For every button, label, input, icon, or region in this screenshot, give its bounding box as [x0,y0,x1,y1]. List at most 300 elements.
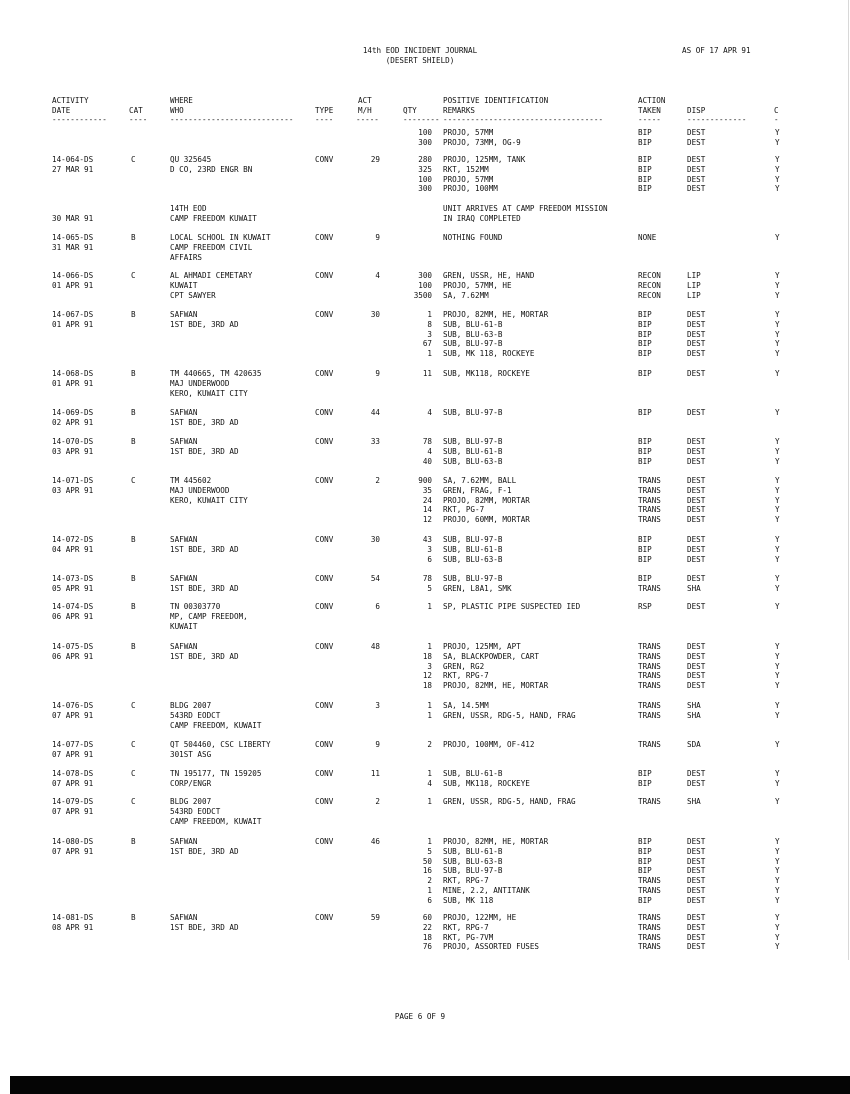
item-action-taken: TRANS [638,876,661,886]
entry-where-line: SAFWAN [170,408,198,417]
item-description: RKT, RPG-7 [443,671,489,681]
item-row [0,602,850,612]
entry-man-hours: 2 [375,476,380,485]
item-c-flag: Y [775,856,780,866]
item-action-taken: BIP [638,349,652,359]
item-c-flag: Y [775,661,780,671]
item-action-taken: TRANS [638,476,661,485]
item-description: SUB, BLU-63-B [443,456,503,466]
item-row [0,847,850,857]
entry-activity-id: 14-069-DS [52,408,94,417]
item-description: IN IRAQ COMPLETED [443,213,521,223]
item-description: RKT, 152MM [443,164,489,174]
item-action-taken: BIP [638,128,652,137]
item-c-flag: Y [775,329,780,339]
item-c-flag: Y [775,310,780,319]
item-description: PROJO, ASSORTED FUSES [443,942,540,952]
item-row [0,769,850,779]
item-row [0,535,850,545]
entry-type: CONV [315,310,334,319]
entry-man-hours: 54 [370,574,380,583]
item-qty: 67 [422,339,432,349]
entry-man-hours: 9 [375,369,380,378]
item-c-flag: Y [775,349,780,359]
entry-where-line: KUWAIT [170,621,198,631]
item-row [0,369,850,379]
col-rule-taken: ----- [638,115,661,124]
item-row [0,671,850,681]
col-disp: DISP [687,106,706,115]
entry-where-line: MAJ UNDERWOOD [170,485,230,495]
entry-category: C [131,740,136,749]
item-c-flag: Y [775,740,780,749]
entry-man-hours: 2 [375,797,380,806]
item-row [0,476,850,486]
item-c-flag: Y [775,456,780,466]
item-description: SUB, BLU-63-B [443,554,503,564]
entry-type: CONV [315,769,334,778]
item-description: PROJO, 82MM, MORTAR [443,495,530,505]
col-who: WHO [170,106,184,115]
entry-man-hours: 11 [370,769,380,778]
item-action-taken: TRANS [638,583,661,593]
item-action-taken: TRANS [638,886,661,895]
item-c-flag: Y [775,583,780,593]
col-where: WHERE [170,96,193,105]
entry-man-hours: 6 [375,602,380,611]
item-c-flag: Y [775,290,780,300]
entry-activity-id: 14-066-DS [52,271,94,280]
entry-type: CONV [315,574,334,583]
entry-where-line: 1ST BDE, 3RD AD [170,583,239,593]
item-row [0,933,850,943]
item-action-taken: BIP [638,329,652,339]
entry-activity-id: 14-077-DS [52,740,94,749]
item-c-flag: Y [775,942,780,952]
item-action-taken: TRANS [638,942,661,952]
item-qty: 18 [422,651,432,661]
item-description: SP, PLASTIC PIPE SUSPECTED IED [443,602,581,611]
scan-edge-line [848,0,849,960]
item-row [0,184,850,194]
item-description: SUB, BLU-97-B [443,339,503,349]
item-row [0,339,850,349]
item-action-taken: BIP [638,174,652,184]
item-row [0,642,850,652]
item-action-taken: BIP [638,164,652,174]
entry-where-line: CAMP FREEDOM CIVIL [170,242,253,252]
item-description: SUB, MK 118 [443,895,494,905]
item-row [0,711,850,721]
col-cat: CAT [129,106,143,115]
item-disposition: DEST [687,495,706,505]
item-c-flag: Y [775,671,780,681]
entry-type: CONV [315,408,334,417]
item-action-taken: TRANS [638,515,661,525]
item-row [0,214,850,224]
item-disposition: LIP [687,290,701,300]
item-qty: 3 [427,544,432,554]
item-qty: 12 [422,515,432,525]
item-qty: 2 [427,740,432,749]
item-qty: 16 [422,866,432,876]
item-action-taken: RECON [638,290,661,300]
col-remarks: REMARKS [443,106,476,115]
entry-where-line: AFFAIRS [170,252,203,262]
entry-where-line: D CO, 23RD ENGR BN [170,164,253,174]
entry-where-line: QU 325645 [170,155,212,164]
item-disposition: DEST [687,778,706,788]
col-rule-type: ---- [315,115,334,124]
item-qty: 1 [427,310,432,319]
item-qty: 78 [422,574,432,583]
item-c-flag: Y [775,710,780,720]
item-c-flag: Y [775,271,780,280]
item-qty: 1 [427,602,432,611]
item-qty: 325 [418,164,432,174]
item-c-flag: Y [775,535,780,544]
item-qty: 11 [422,369,432,378]
item-action-taken: RECON [638,280,661,290]
entry-where-line: 543RD EODCT [170,710,221,720]
item-disposition: DEST [687,574,706,583]
item-action-taken: TRANS [638,671,661,681]
item-action-taken: TRANS [638,505,661,515]
item-qty: 35 [422,485,432,495]
item-c-flag: Y [775,476,780,485]
item-qty: 300 [418,184,432,194]
item-qty: 22 [422,922,432,932]
entry-date: 05 APR 91 [52,583,94,593]
col-date: DATE [52,106,71,115]
item-disposition: DEST [687,155,706,164]
item-row [0,837,850,847]
entry-category: C [131,797,136,806]
item-disposition: DEST [687,651,706,661]
item-row [0,330,850,340]
item-description: PROJO, 122MM, HE [443,913,517,922]
entry-type: CONV [315,271,334,280]
col-action: ACTION [638,96,666,105]
col-rule-disp: ------------- [687,115,747,124]
item-description: PROJO, 57MM [443,174,494,184]
item-disposition: DEST [687,137,706,147]
entry-where-line: SAFWAN [170,642,198,651]
item-disposition: DEST [687,339,706,349]
entry-where-line: BLDG 2007 [170,701,212,710]
item-row [0,320,850,330]
item-qty: 8 [427,319,432,329]
entry-man-hours: 9 [375,233,380,242]
entry-category: C [131,155,136,164]
item-description: SUB, BLU-61-B [443,544,503,554]
item-row [0,662,850,672]
col-rule-activity: ------------ [52,115,107,124]
item-description: RKT, PG-7VM [443,932,494,942]
entry-date: 07 APR 91 [52,710,94,720]
item-qty: 5 [427,583,432,593]
col-rule-where: --------------------------- [170,115,294,124]
entry-where-line: CPT SAWYER [170,290,216,300]
item-disposition: DEST [687,642,706,651]
item-description: SUB, BLU-97-B [443,408,503,417]
item-row [0,271,850,281]
item-description: SUB, MK118, ROCKEYE [443,778,530,788]
item-qty: 4 [427,778,432,788]
item-c-flag: Y [775,778,780,788]
item-c-flag: Y [775,128,780,137]
entry-category: C [131,769,136,778]
item-description: SA, 7.62MM [443,290,489,300]
entry-where-line: 1ST BDE, 3RD AD [170,922,239,932]
item-disposition: SHA [687,710,701,720]
item-description: SUB, BLU-97-B [443,866,503,876]
entry-date: 04 APR 91 [52,544,94,554]
entry-where-line: SAFWAN [170,574,198,583]
entry-category: B [131,837,136,846]
item-row [0,923,850,933]
item-disposition: DEST [687,932,706,942]
item-action-taken: BIP [638,310,652,319]
item-disposition: DEST [687,554,706,564]
item-description: SUB, BLU-61-B [443,446,503,456]
item-c-flag: Y [775,837,780,846]
item-qty: 12 [422,671,432,681]
entry-man-hours: 33 [370,437,380,446]
item-qty: 3 [427,329,432,339]
item-c-flag: Y [775,769,780,778]
item-action-taken: TRANS [638,485,661,495]
item-action-taken: BIP [638,437,652,446]
item-description: SUB, BLU-97-B [443,574,503,583]
as-of-date: AS OF 17 APR 91 [682,46,751,55]
item-disposition: DEST [687,456,706,466]
page-number: PAGE 6 OF 9 [394,1012,446,1021]
entry-man-hours: 59 [370,913,380,922]
item-c-flag: Y [775,164,780,174]
item-disposition: DEST [687,661,706,671]
item-c-flag: Y [775,408,780,417]
item-description: PROJO, 125MM, TANK [443,155,526,164]
item-description: NOTHING FOUND [443,233,503,242]
entry-type: CONV [315,913,334,922]
entry-date: 31 MAR 91 [52,242,94,252]
entry-where-line: SAFWAN [170,837,198,846]
col-rule-c: - [774,115,779,124]
entry-where-line: TN 00303770 [170,602,221,611]
entry-activity-id: 14-075-DS [52,642,94,651]
item-row [0,175,850,185]
entry-activity-id: 14-080-DS [52,837,94,846]
item-description: RKT, PG-7 [443,505,485,515]
item-action-taken: BIP [638,554,652,564]
entry-type: CONV [315,740,334,749]
entry-date: 08 APR 91 [52,922,94,932]
item-c-flag: Y [775,876,780,886]
item-action-taken: RSP [638,602,652,611]
entry-date: 27 MAR 91 [52,164,94,174]
item-disposition: DEST [687,837,706,846]
item-qty: 18 [422,681,432,691]
entry-man-hours: 48 [370,642,380,651]
item-qty: 50 [422,856,432,866]
item-qty: 1 [427,349,432,359]
item-action-taken: BIP [638,574,652,583]
entry-man-hours: 9 [375,740,380,749]
item-c-flag: Y [775,681,780,691]
item-row [0,486,850,496]
item-c-flag: Y [775,932,780,942]
item-row [0,281,850,291]
item-c-flag: Y [775,913,780,922]
item-action-taken: BIP [638,769,652,778]
item-description: SUB, BLU-61-B [443,769,503,778]
item-disposition: DEST [687,310,706,319]
item-description: PROJO, 60MM, MORTAR [443,515,530,525]
item-c-flag: Y [775,446,780,456]
entry-category: B [131,602,136,611]
item-action-taken: TRANS [638,932,661,942]
item-description: PROJO, 82MM, HE, MORTAR [443,310,549,319]
entry-man-hours: 29 [370,155,380,164]
item-qty: 43 [422,535,432,544]
item-qty: 5 [427,846,432,856]
entry-type: CONV [315,233,334,242]
item-action-taken: BIP [638,369,652,378]
item-row [0,857,850,867]
entry-activity-id: 14-068-DS [52,369,94,378]
item-c-flag: Y [775,495,780,505]
entry-man-hours: 4 [375,271,380,280]
item-action-taken: BIP [638,535,652,544]
item-disposition: SHA [687,583,701,593]
entry-activity-id: 14-070-DS [52,437,94,446]
item-disposition: DEST [687,184,706,194]
item-qty: 1 [427,701,432,710]
item-action-taken: TRANS [638,642,661,651]
column-headers [0,96,850,126]
entry-type: CONV [315,155,334,164]
entry-where-line: TM 445602 [170,476,212,485]
item-description: GREN, L8A1, SMK [443,583,512,593]
item-disposition: LIP [687,271,701,280]
item-description: SA, 7.62MM, BALL [443,476,517,485]
item-qty: 300 [418,271,432,280]
item-qty: 3500 [413,290,432,300]
item-row [0,779,850,789]
journal-subtitle: (DESERT SHIELD) [385,56,455,65]
item-disposition: DEST [687,408,706,417]
entry-where-line: KERO, KUWAIT CITY [170,495,248,505]
item-disposition: DEST [687,856,706,866]
item-row [0,574,850,584]
item-row [0,701,850,711]
entry-date: 07 APR 91 [52,778,94,788]
item-c-flag: Y [775,642,780,651]
item-qty: 100 [418,280,432,290]
item-action-taken: TRANS [638,710,661,720]
item-c-flag: Y [775,485,780,495]
col-c: C [774,106,779,115]
item-action-taken: BIP [638,408,652,417]
entry-man-hours: 3 [375,701,380,710]
item-row [0,165,850,175]
item-description: RKT, RPG-7 [443,922,489,932]
entry-where-line: TN 195177, TN 159205 [170,769,262,778]
col-rule-mh: ----- [356,115,379,124]
item-description: SUB, MK118, ROCKEYE [443,369,530,378]
item-action-taken: TRANS [638,922,661,932]
col-taken: TAKEN [638,106,661,115]
item-qty: 1 [427,642,432,651]
item-description: GREN, USSR, RDG-5, HAND, FRAG [443,797,576,806]
item-disposition: DEST [687,876,706,886]
item-disposition: DEST [687,886,706,895]
entry-date: 30 MAR 91 [52,213,94,223]
entry-where-line: BLDG 2007 [170,797,212,806]
item-description: SA, BLACKPOWDER, CART [443,651,540,661]
journal-title: 14th EOD INCIDENT JOURNAL [362,46,478,55]
entry-where-line: SAFWAN [170,437,198,446]
entry-activity-id: 14-076-DS [52,701,94,710]
entry-where-line: 14TH EOD [170,204,207,213]
item-description: PROJO, 125MM, APT [443,642,521,651]
entry-activity-id: 14-071-DS [52,476,94,485]
entry-category: C [131,271,136,280]
item-action-taken: BIP [638,837,652,846]
item-disposition: DEST [687,515,706,525]
item-disposition: SHA [687,701,701,710]
entry-date: 02 APR 91 [52,417,94,427]
entry-where-line: SAFWAN [170,310,198,319]
entry-activity-id: 14-079-DS [52,797,94,806]
item-action-taken: NONE [638,233,657,242]
entry-where-line: QT 504460, CSC LIBERTY [170,740,271,749]
item-qty: 78 [422,437,432,446]
item-action-taken: TRANS [638,495,661,505]
item-description: SUB, MK 118, ROCKEYE [443,349,535,359]
entry-category: B [131,913,136,922]
item-c-flag: Y [775,369,780,378]
item-description: SUB, BLU-97-B [443,437,503,446]
item-c-flag: Y [775,339,780,349]
entry-category: B [131,642,136,651]
item-c-flag: Y [775,866,780,876]
item-disposition: DEST [687,446,706,456]
item-disposition: DEST [687,544,706,554]
item-c-flag: Y [775,137,780,147]
entry-where-line: CORP/ENGR [170,778,212,788]
entry-where-line: CAMP FREEDOM, KUWAIT [170,816,262,826]
entry-where-line: 1ST BDE, 3RD AD [170,446,239,456]
item-action-taken: BIP [638,544,652,554]
item-qty: 300 [418,137,432,147]
entry-where-line: 1ST BDE, 3RD AD [170,846,239,856]
entry-activity-id: 14-073-DS [52,574,94,583]
entry-category: B [131,369,136,378]
entry-where-line: 1ST BDE, 3RD AD [170,319,239,329]
item-action-taken: TRANS [638,681,661,691]
item-c-flag: Y [775,174,780,184]
item-disposition: DEST [687,942,706,952]
entry-category: B [131,574,136,583]
item-row [0,204,850,214]
entry-date: 07 APR 91 [52,846,94,856]
item-qty: 900 [418,476,432,485]
item-disposition: DEST [687,505,706,515]
item-action-taken: BIP [638,846,652,856]
item-description: GREN, FRAG, F-1 [443,485,512,495]
